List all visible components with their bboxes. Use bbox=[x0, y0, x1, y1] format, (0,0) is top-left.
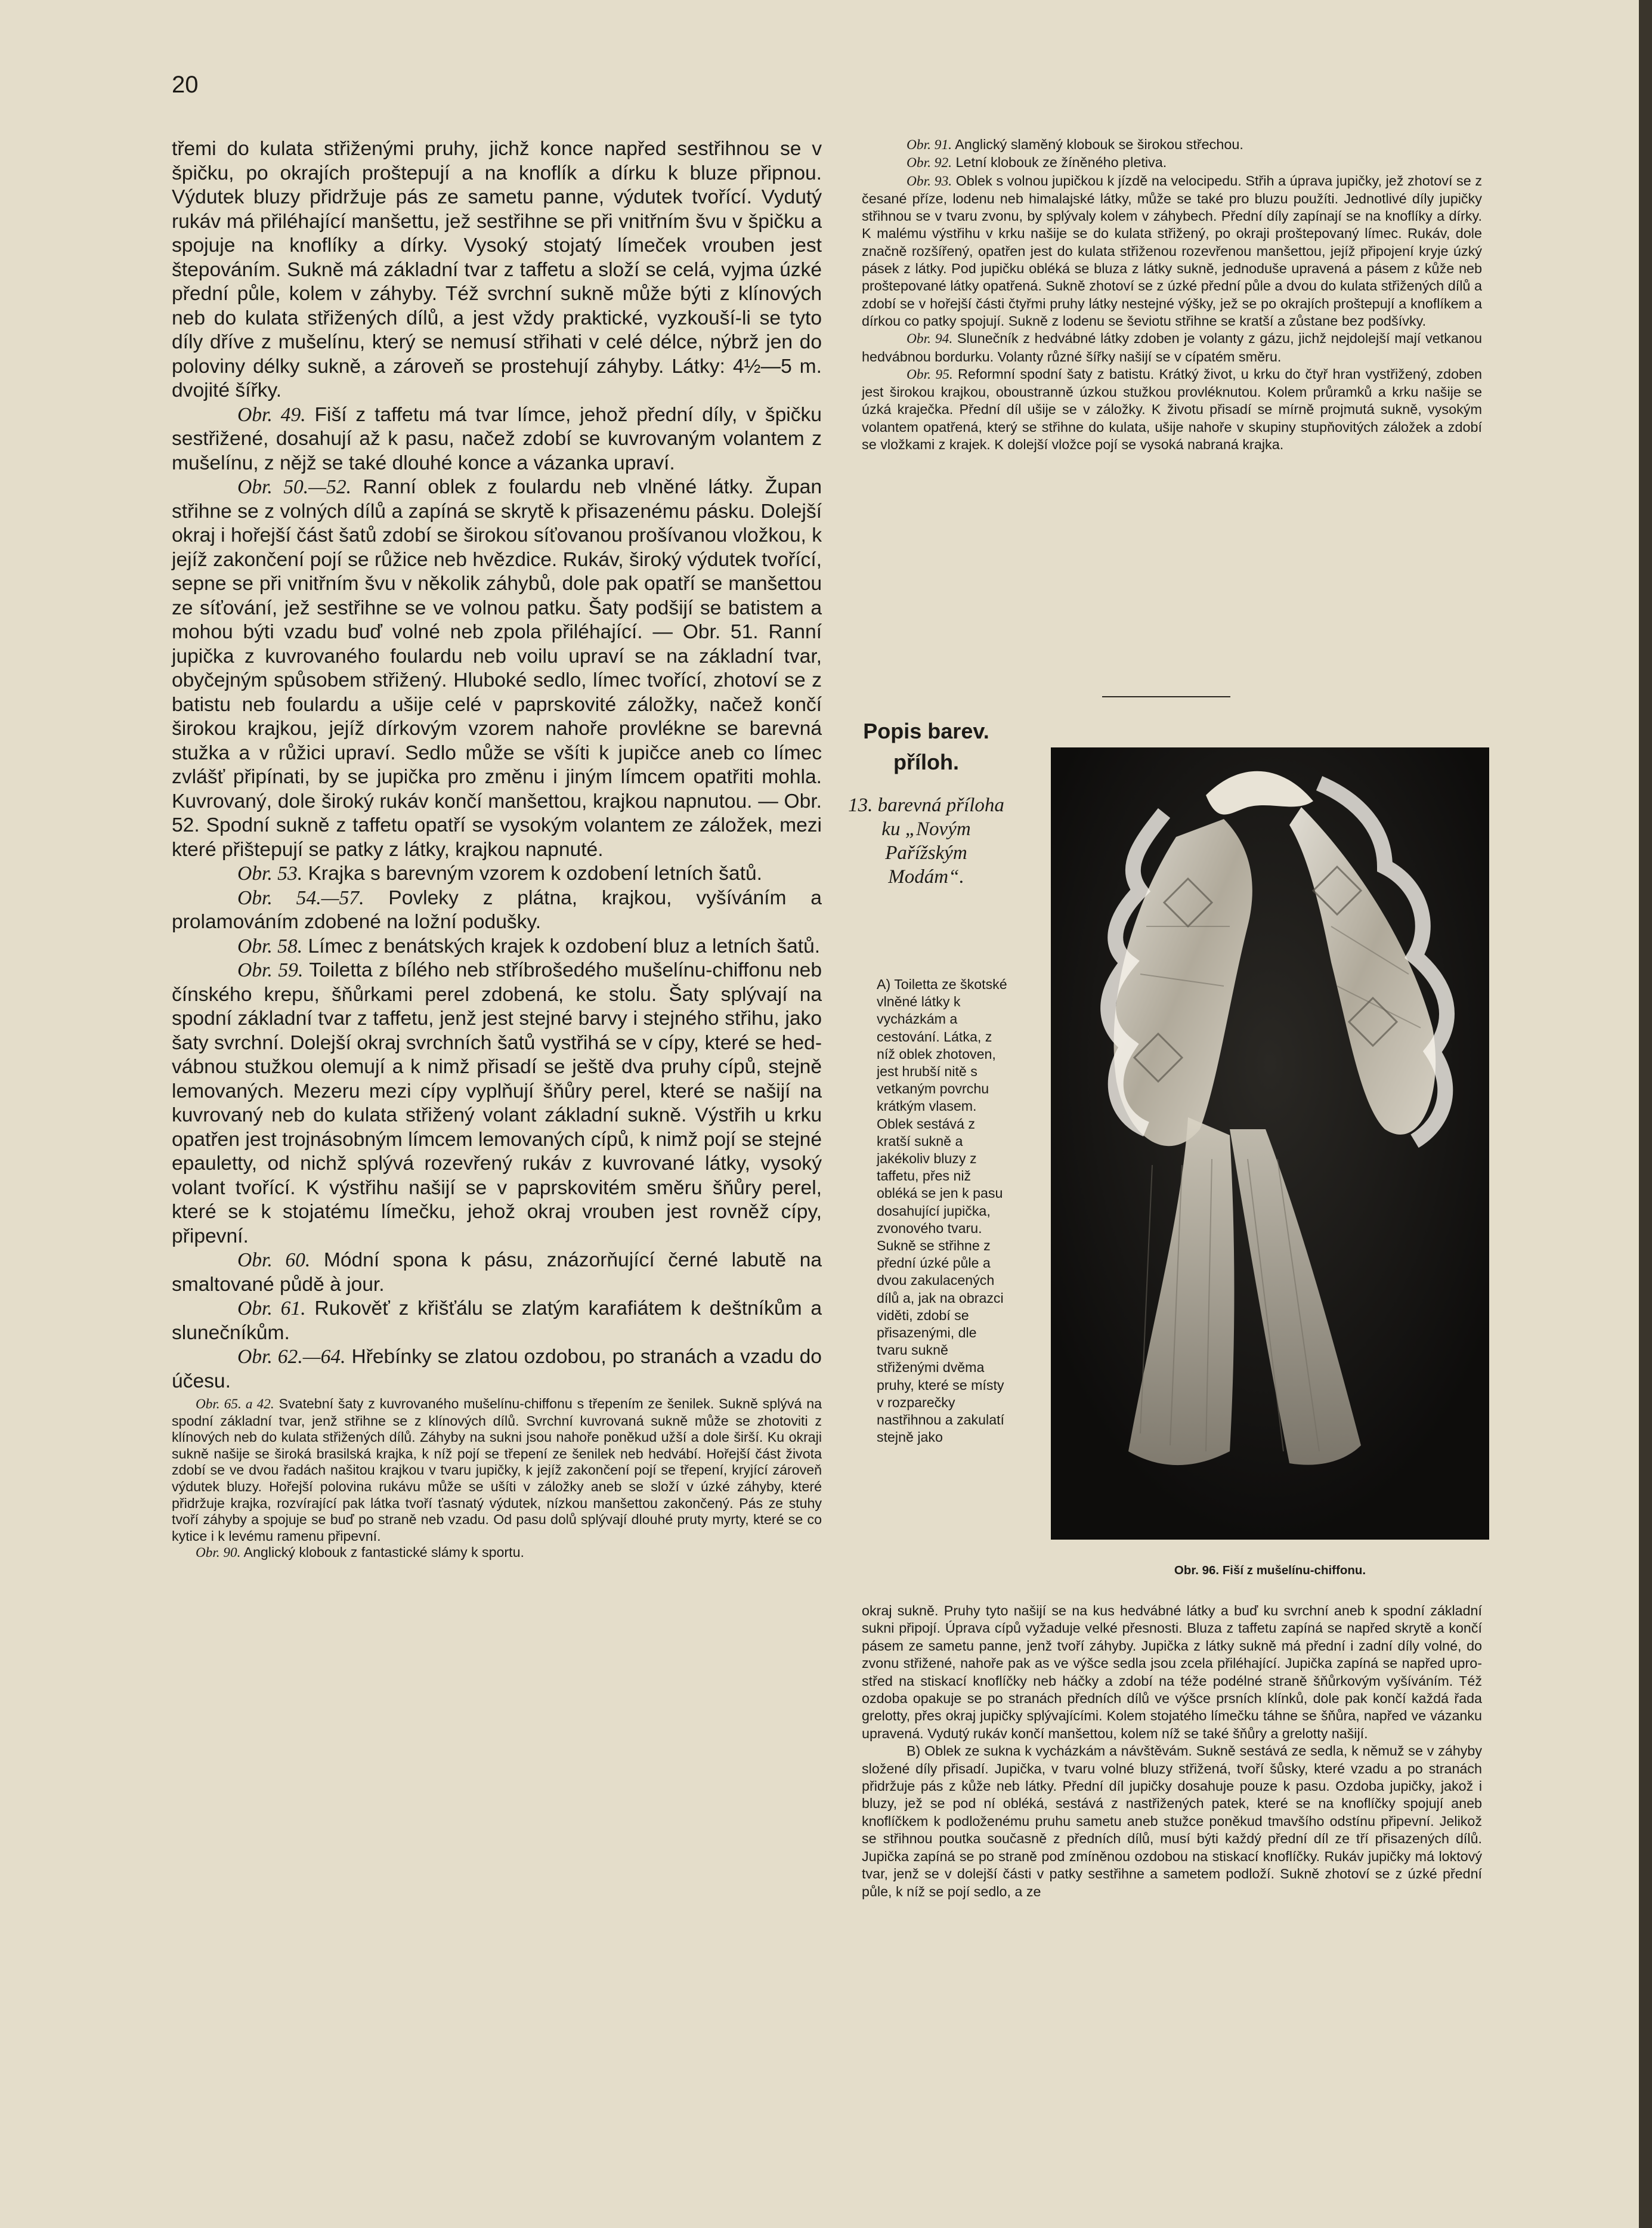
paragraph bbox=[172, 1249, 822, 1297]
figure-ref: Obr. 62.—64. bbox=[237, 1346, 346, 1368]
section-heading: Popis barev. příloh. bbox=[863, 719, 989, 774]
paragraph-text: Límec z benátských krajek k ozdobení bluz a letních šatů. bbox=[308, 935, 821, 957]
figure-ref: Obr. 58. bbox=[237, 935, 303, 957]
paragraph bbox=[172, 1544, 822, 1562]
paragraph-text: Slunečník z hedvábné látky zdoben je volanty z gázu, jichž nejdolejší mají vetkanou hedvábnou bordurku. Volanty různé šířky našijí se v cípatém směru. bbox=[862, 330, 1483, 364]
paragraph-text: okraj sukně. Pruhy tyto našijí se na kus hedvábné látky a buď ku svrchní aneb k spodní základní sukni připojí. Úprava cípů vyžaduje velké přesnosti. Bluza z taffetu zapíná se napřed skrytě a končí pásem ze sametu panne, jenž tvoří záhyby. Jupička z látky sukně má přední i zadní díly volné, do zvonu střižené, nahoře pak as ve výšce sedla jsou zcela přiléhající. Jupička zapíná se napřed uprostřed na stiskací knoflíčky neb háčky a zdobí na téže podélné straně šňůrkovým vyšíváním. Též ozdoba opakuje se po stranách předních dílů ve výšce prsních klínků, dole pak končí každá řada grelotty, přes okraj jupičky splývajícími. Kolem stojatého límečku táhne se šňůra, napřed ve vázanku upravená. Vydutý rukáv končí manšettou, kolem níž se také šňůry a grelotty našijí. bbox=[862, 1603, 1482, 1741]
paragraph-text: Krajka s barevným vzorem k ozdobení letních šatů. bbox=[308, 863, 762, 885]
fichu-illustration bbox=[1051, 747, 1489, 1540]
paragraph bbox=[172, 403, 822, 476]
paragraph-text: Letní klobouk ze žíněného pletiva. bbox=[955, 154, 1167, 171]
left-column bbox=[172, 137, 822, 1562]
paragraph bbox=[172, 886, 822, 935]
figure-ref: Obr. 61. bbox=[237, 1297, 306, 1320]
paragraph bbox=[172, 1297, 822, 1345]
figure-caption: Obr. 96. Fiší z mušelínu-chiffonu. bbox=[1174, 1563, 1366, 1577]
paragraph-text: Povleky z plátna, krajkou, vyšíváním a prolamováním zdobené na ložní podušky. bbox=[172, 886, 822, 933]
paragraph bbox=[862, 172, 1482, 330]
paragraph bbox=[862, 136, 1482, 154]
figure-ref: Obr. 95. bbox=[907, 366, 953, 382]
paragraph-text: B) Oblek ze sukna k vycházkám a návštěvám. Sukně sestává ze sedla, k němuž se v záhyby složené díly přisadí. Jupička, v tvaru volné bluzy střižená, tvoří šůsky, které vzadu a po stranách přidržuje pás z kůže neb látky. Přední díl jupičky dosahuje pouze k pasu. Ozdoba jupičky, jakož i bluzy, jež se pod ní obléká, sestává z nastřižených patek, které se na knoflíčky spojují aneb knoflíčkem k podloženému pruhu sametu aneb stužce poněkud tmavšího odstínu připevní. Jelikož se střihnou poutka současně z předních dílů, musí býti každý přední díl ze tří přisazených dílů. Jupička zapíná se po straně pod zmíněnou ozdobou na stiskací knoflíčky. Rukáv jupičky má loktový tvar, jenž se v dolejší části v patky sestřihne a sametem podloží. Sukně zhotoví se z úzké přední půle, k níž se pojí sedlo, a ze bbox=[862, 1743, 1482, 1899]
paragraph-text: Fiší z taffetu má tvar límce, jehož přední díly, v špičku sestřižené, dosahují až k pasu, načež zdobí se kuvrovaným volantem z mušelínu, z nějž se také dlouhé konce a vázanka upraví. bbox=[172, 403, 822, 474]
figure-ref: Obr. 50.—52. bbox=[237, 476, 352, 498]
paragraph-text: Toiletta z bílého neb stříbrošedého mušelínu-chiffonu neb čínského krepu, šňůrkami perel zdobená, ke stolu. Šaty splývají na spodní základní tvar z taffetu, jenž jest stejné barvy i stejného střihu, jako šaty svrchní. Dolejší okraj svrchních šatů vystřihá se v cípy, které se hedvábnou stužkou olemují a k nimž přisadí se ještě dva pruhy cípů, stejně lemovaných. Mezeru mezi cípy vyplňují šňůry perel, které se našijí na kuvrovaný neb do kulata střižený volant základní sukně. Výstřih u krku opatřen jest trojnásobným límcem lemovaných cípů, k nimž pojí se stejné epauletty, od nichž splývá rozevřený rukáv z kuvrované látky, vysoký volant tvořící. K výstřihu našijí se v paprskovitém směru šňůry perel, které se k stojatému límečku, jehož okraj vrouben jest rovněž cípy, připevní. bbox=[172, 959, 822, 1247]
section-subheading: 13. barevná příloha ku „Novým Pařížským Modám“. bbox=[848, 795, 1004, 888]
paragraph-text: Svatební šaty z kuvrovaného mušelínu-chiffonu s třepením ze šenilek. Sukně splývá na spodní základní tvar, jenž střihne se z klínových dílů. Svrchní kuvrovaná sukně může se zhotoviti z klínových neb do kulata střižených dílů. Záhyby na sukni jsou nahoře poněkud užší a dole širší. Ku okraji sukně našije se široká brasilská krajka, k níž pojí se třepení ze šenilek neb hedvábí. Hořejší část života zdobí se ve dvou řadách našitou krajkou v tvaru jupičky, k jejíž zakončení pojí se třepení, kryjící zároveň výdutek bluzy. Hořejší polovina rukávu může se ušíti v záložky aneb se složí v úzké záhyby, které přidržuje krajka, rozvírající pak látka tvoří ťasnatý výdutek, nízkou manšettou zakončený. Pás ze stuhy tvoří záhyby a spojuje se buď po straně neb vzadu. Od pasu dolů splývají dlouhé pruty myrty, které se co kytice i k levému ramenu připevní. bbox=[172, 1396, 822, 1544]
paragraph-text: Hřebínky se zlatou ozdobou, po stranách a vzadu do účesu. bbox=[172, 1346, 822, 1392]
paragraph-text: Ranní oblek z foulardu neb vlněné látky. Župan střihne se z volných dílů a zapíná se skrytě k přisazenému pásku. Dolejší okraj i hořejší část šatů zdobí se širokou síťovanou prošívanou vložkou, k jejíž zakončení pojí se růžice neb hvězdice. Rukáv, široký výdutek tvořící, sepne se při vnitřním švu v několik záhybů, dole pak opatří se manšettou ze síťování, jež sestřihne se ve volnou patku. Šaty podšijí se batistem a mohou býti vzadu buď volné neb zpola přiléhající. — Obr. 51. Ranní jupička z kuvrovaného foulardu neb voilu upraví se na základní tvar, obyčejným spůsobem střižený. Hluboké sedlo, límec tvořící, zhotoví se z batistu neb foulardu a ušije celé v paprskovité záložky, načež končí širokou krajkou, jejíž dírkovým vzorem nahoře provlékne se barevná stužka a v růžici upraví. Sedlo může se všíti k jupičce aneb co límec zvlášť připínati, by se jupička pro změnu i jiným límcem opatřiti mohla. Kuvrovaný, dole široký rukáv končí manšettou, krajkou napnutou. — Obr. 52. Spodní sukně z taffetu opatří se vysokým volantem ze záložek, mezi které přištepují se patky z látky, krajkou napnuté. bbox=[172, 476, 822, 861]
figure-ref: Obr. 92. bbox=[907, 155, 952, 171]
paragraph bbox=[862, 366, 1482, 453]
figure-ref: Obr. 60. bbox=[237, 1249, 311, 1271]
paragraph bbox=[172, 1345, 822, 1393]
paragraph-text: A) Toiletta ze škotské vlněné látky k vycházkám a cestování. Látka, z níž oblek zhotoven, jest hrubší nitě s vetkaným povrchu krátkým vlasem. Oblek sestává z kratší sukně a jakékoliv bluzy z taffetu, přes niž obléká se jen k pasu dosahující jupička, zvonového tvaru. Sukně se střihne z přední úzké půle a dvou zakulacených dílů a, jak na obrazci viděti, zdobí se přisazenými, dle tvaru sukně střiženými dvěma pruhy, které se místy v rozparečky nastřihnou a zakulatí stejně jako bbox=[877, 977, 1007, 1445]
fichu-photograph bbox=[1051, 747, 1489, 1540]
paragraph bbox=[172, 935, 822, 959]
figure-ref: Obr. 53. bbox=[237, 863, 303, 885]
small-print-block bbox=[172, 1396, 822, 1562]
paragraph bbox=[172, 862, 822, 886]
section-divider bbox=[1102, 696, 1230, 697]
paragraph bbox=[172, 137, 822, 403]
figure-ref: Obr. 90. bbox=[196, 1545, 241, 1561]
paragraph bbox=[862, 1602, 1482, 1742]
paragraph bbox=[862, 1742, 1482, 1901]
page-edge-shadow bbox=[1639, 0, 1652, 2228]
figure-ref: Obr. 59. bbox=[237, 959, 304, 981]
paragraph-text: Oblek s volnou jupičkou k jízdě na velocipedu. Střih a úprava jupičky, jež zhotoví se z česané příze, lodenu neb himalajské látky, může se také pro bluzu použíti. Jednotlivé díly jupičky střihnou se v tvaru zvonu, by splývaly kolem v záhybech. Přední díly zapínají se na knoflíky a dírky. K malému výstřihu v krku našije se do kulata střižený, po okraji proštepovaný límec. Rukáv, dole značně rozšířený, opatřen jest do kulata střiženou rozevřenou manšettou, jejíž připojení kryje úzký pásek z látky. Pod jupičku obléká se bluza z látky sukně, jednoduše upravená a pásem z kůže neb proštepované látky opatřená. Sukně zhotoví se z úzké přední půle a dvou do kulata střižených dílů a zdobí se v hořejší části čtyřmi pruhy látky nestejné výšky, jež se po okrajích proštepují a knoflíkem a dírkou co patky spojují. Sukně z lodenu se ševiotu střihne se kratší a zůstane bez podšívky. bbox=[862, 172, 1483, 329]
paragraph bbox=[862, 330, 1482, 366]
figure-ref: Obr. 93. bbox=[907, 173, 952, 189]
paragraph bbox=[862, 154, 1482, 172]
paragraph bbox=[877, 976, 1008, 1446]
figure-ref: Obr. 54.—57. bbox=[237, 886, 364, 909]
paragraph bbox=[172, 1396, 822, 1544]
figure-ref: Obr. 49. bbox=[237, 403, 306, 426]
right-column-top bbox=[862, 136, 1482, 453]
paragraph-text: Módní spona k pásu, znázorňující černé labutě na smaltované půdě à jour. bbox=[172, 1249, 822, 1296]
figure-ref: Obr. 91. bbox=[907, 137, 952, 153]
figure-ref: Obr. 65. a 42. bbox=[196, 1396, 274, 1412]
paragraph bbox=[172, 959, 822, 1249]
paragraph-text: Anglický slaměný klobouk se širokou střechou. bbox=[955, 137, 1243, 152]
right-column-bottom bbox=[862, 1602, 1482, 1901]
figure-ref: Obr. 94. bbox=[907, 331, 953, 347]
paragraph-text: Reformní spodní šaty z batistu. Krátký život, u krku do čtyř hran vystřižený, zdoben jest širokou krajkou, oboustranně úzkou stužkou provléknutou. Kolem průramků a krku našije se úzká kraječka. Přední díl ušije se v záložky. K životu přisadí se mírně projmutá sukně, vysokým volantem opatřená, který se střihne do kulata, ušije nahoře v skupiny stupňovitých záložek a zdobí se vložkami z krajek. K dolejší vložce pojí se vysoká nabraná krajka. bbox=[862, 366, 1483, 453]
paragraph-text: Anglický klobouk z fantastické slámy k sportu. bbox=[243, 1544, 524, 1560]
side-column-text bbox=[877, 976, 1008, 1446]
page-number: 20 bbox=[172, 72, 199, 98]
paragraph-text: třemi do kulata střiženými pruhy, jichž konce napřed sestřihnou se v špičku, po okrajích proštepují a na knoflík a dírku k bluze připnou. Výdutek bluzy přidržuje pás ze sametu panne, výdutek tvořící. Vydutý rukáv má přiléhající manšettu, jež sestřihne se při vnitřním švu v špičku a spojuje na knoflíky a dírky. Vysoký stojatý límeček vrouben jest štepováním. Sukně má základní tvar z taffetu a složí se celá, vyjma úzké přední půle, kolem v záhyby. Též svrchní sukně může býti z klínových neb do kulata střižených dílů, a jest vždy praktické, vyzkouší-li se tyto díly dříve z mušelínu, který se nemusí střihati v celé délce, nýbrž jen do poloviny délky sukně, a zároveň se prostehují záhyby. Látky: 4½—5 m. dvojité šířky. bbox=[172, 138, 822, 401]
paragraph bbox=[172, 475, 822, 862]
paragraph-text: Rukověť z křišťálu se zlatým karafiátem k deštníkům a slunečníkům. bbox=[172, 1297, 822, 1344]
